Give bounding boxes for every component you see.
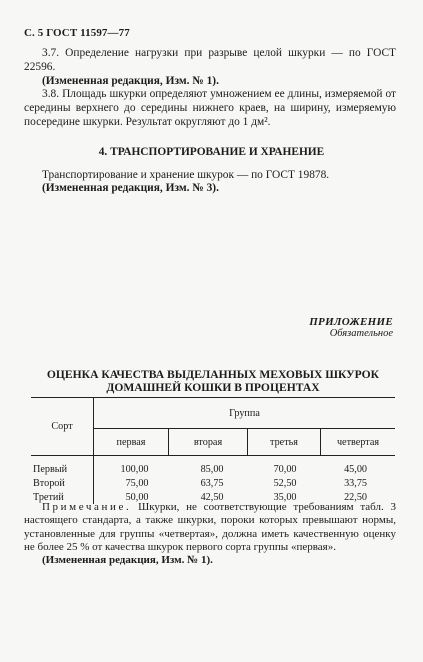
note-prefix: Примечание. [42,501,132,513]
page-header: С. 5 ГОСТ 11597—77 [24,27,130,39]
section-4-edit: (Измененная редакция, Изм. № 3). [42,182,219,194]
table-row [31,456,395,477]
quality-table [31,397,395,504]
note-text: Шкурки, не соответствующие требованиям табл. 3 настоящего стандарта, а также шкурки, пороки которых превышают нормы, установленные для группы «четвертая», должна иметь качественную оценку не более 25 % от качества шкурок первого сорта группы «первая». [24,501,396,554]
cell-value: 85,00 [200,463,224,475]
cell-value: 63,75 [200,477,224,489]
column-header-group: Группа [94,398,396,429]
table-note [24,501,396,555]
cell-value: 70,00 [273,463,297,475]
cell-value: 42,50 [200,491,224,503]
cell-value: 75,00 [125,477,149,489]
group-header-2: вторая [169,429,248,456]
sort-name: Третий [31,490,94,504]
table-row [31,476,395,490]
group-header-3: третья [248,429,321,456]
column-header-sort: Сорт [31,398,94,456]
cell-value: 45,00 [344,463,367,475]
cell-value: 100,00 [120,463,149,475]
paragraph-3-8: 3.8. Площадь шкурки определяют умножением ее длины, измеряемой от середины верхнего до середины нижнего краев, на ширину, измеряемую посередине шкурки. Результат округляют до 1 дм². [24,88,396,128]
appendix-label: ПРИЛОЖЕНИЕ [309,316,393,328]
table-title [30,368,396,394]
cell-value: 50,00 [125,491,149,503]
table-title-line-2: ДОМАШНЕЙ КОШКИ В ПРОЦЕНТАХ [106,381,320,394]
appendix-label-block [309,316,393,339]
cell-value: 52,50 [273,477,297,489]
cell-value: 22,50 [344,491,367,503]
paragraph-3-7: 3.7. Определение нагрузки при разрыве целой шкурки — по ГОСТ 22596. [24,47,396,73]
group-header-4: четвертая [321,429,396,456]
sort-name: Первый [31,456,94,477]
cell-value: 35,00 [273,491,297,503]
group-header-1: первая [94,429,169,456]
edit-note-3-7: (Измененная редакция, Изм. № 1). [42,75,219,87]
sort-name: Второй [31,476,94,490]
table-title-line-1: ОЦЕНКА КАЧЕСТВА ВЫДЕЛАННЫХ МЕХОВЫХ ШКУРОК [46,368,380,381]
section-4-text: Транспортирование и хранение шкурок — по ГОСТ 19878. [42,169,330,181]
cell-value: 33,75 [344,477,367,489]
note-edit: (Измененная редакция, Изм. № 1). [42,554,213,566]
section-4-title: 4. ТРАНСПОРТИРОВАНИЕ И ХРАНЕНИЕ [98,146,325,158]
appendix-status: Обязательное [329,328,393,339]
